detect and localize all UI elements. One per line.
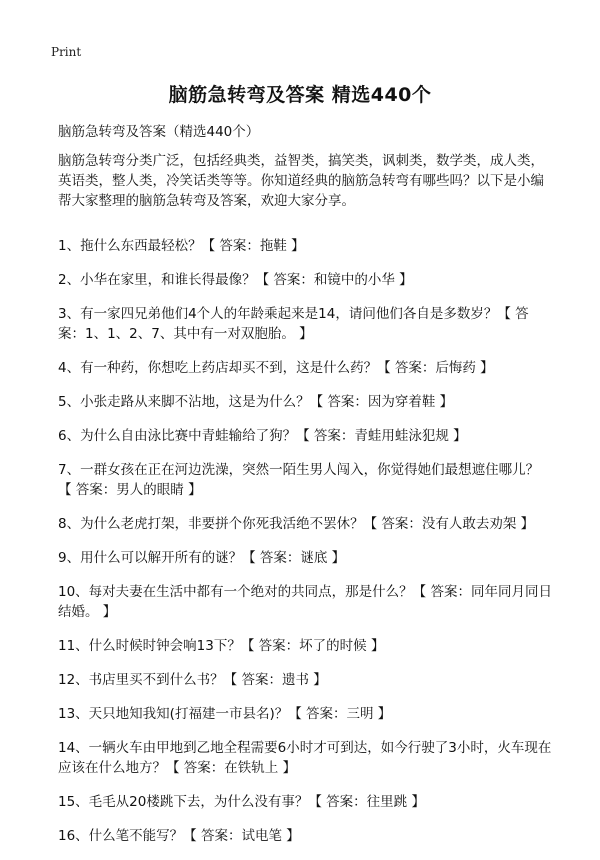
qa-item: 16、什么笔不能写？【 答案：试电笔 】 (58, 828, 300, 844)
document-subtitle: 脑筋急转弯及答案（精选440个） (58, 124, 260, 140)
intro-paragraph: 脑筋急转弯分类广泛，包括经典类，益智类，搞笑类，讽刺类，数学类，成人类，英语类，整人类，冷笑话类等等。你知道经典的脑筋急转弯有哪些吗？以下是小编帮大家整理的脑筋急转弯及答案，欢迎大家分享。 (58, 153, 544, 209)
qa-item: 6、为什么自由泳比赛中青蛙输给了狗？【 答案：青蛙用蛙泳犯规 】 (58, 428, 467, 444)
qa-item: 8、为什么老虎打架，非要拼个你死我活绝不罢休？【 答案：没有人敢去劝架 】 (58, 516, 535, 532)
qa-item: 14、一辆火车由甲地到乙地全程需要6小时才可到达，如今行驶了3小时，火车现在应该在什么地方？【 答案：在铁轨上 】 (58, 740, 552, 776)
qa-item: 4、有一种药，你想吃上药店却买不到，这是什么药？【 答案：后悔药 】 (58, 360, 494, 376)
qa-item: 15、毛毛从20楼跳下去，为什么没有事？【 答案：往里跳 】 (58, 794, 425, 810)
qa-item: 10、每对夫妻在生活中都有一个绝对的共同点，那是什么？【 答案：同年同月同日结婚。 】 (58, 584, 552, 620)
print-label: Print (51, 45, 82, 59)
document-title: 脑筋急转弯及答案 精选440个 (168, 84, 432, 106)
qa-item: 3、有一家四兄弟他们4个人的年龄乘起来是14，请问他们各自是多数岁？【 答案：1、1、2、7、其中有一对双胞胎。 】 (58, 306, 529, 342)
qa-item: 13、天只地知我知(打福建一市县名)？【 答案：三明 】 (58, 706, 392, 722)
qa-item: 11、什么时候时钟会响13下？【 答案：坏了的时候 】 (58, 638, 385, 654)
qa-item: 9、用什么可以解开所有的谜？【 答案：谜底 】 (58, 550, 346, 566)
qa-item: 12、书店里买不到什么书？【 答案：遗书 】 (58, 672, 327, 688)
qa-item: 2、小华在家里，和谁长得最像？【 答案：和镜中的小华 】 (58, 272, 413, 288)
qa-item: 1、拖什么东西最轻松？【 答案：拖鞋 】 (58, 238, 305, 254)
qa-list (58, 236, 552, 860)
qa-item: 5、小张走路从来脚不沾地，这是为什么？【 答案：因为穿着鞋 】 (58, 394, 454, 410)
qa-item: 7、一群女孩在正在河边洗澡，突然一陌生男人闯入，你觉得她们最想遮住哪儿？【 答案：男人的眼睛 】 (58, 462, 540, 498)
